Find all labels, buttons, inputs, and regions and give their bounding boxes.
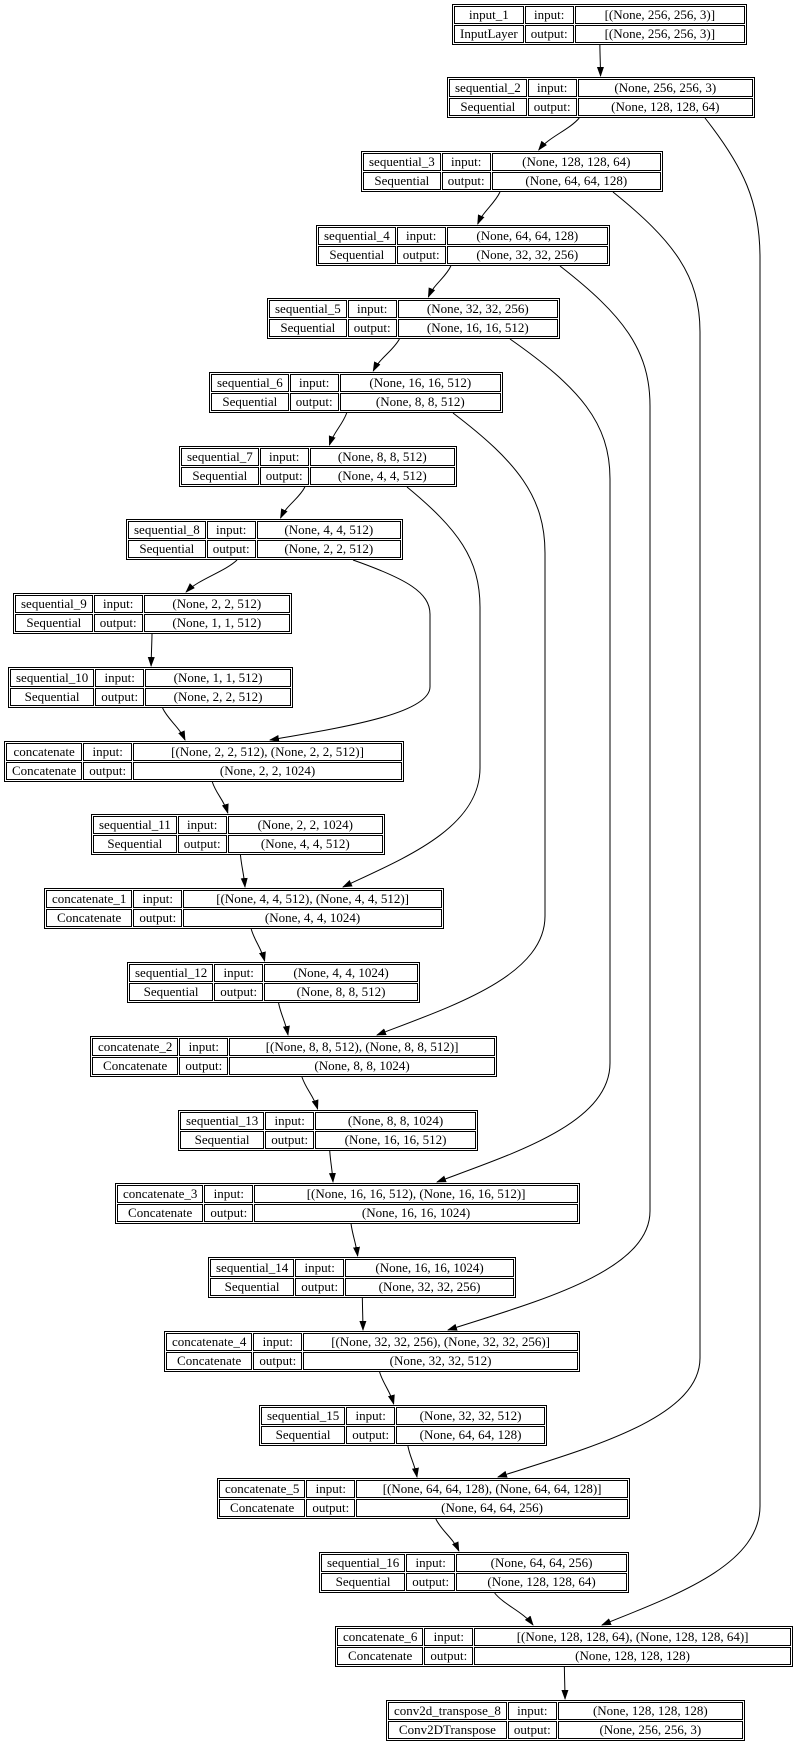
- node-concatenate_1: [44, 888, 444, 929]
- layer-record: [129, 964, 418, 1001]
- layer-name: concatenate_6: [337, 1628, 423, 1646]
- node-concatenate_6: [335, 1626, 793, 1667]
- output-shape: (None, 32, 32, 512): [303, 1352, 578, 1370]
- layer-record: [166, 1333, 578, 1370]
- layer-name: sequential_10: [10, 669, 94, 687]
- layer-name: sequential_13: [180, 1112, 264, 1130]
- edge-input_1-sequential_2: [600, 45, 601, 76]
- output-shape: (None, 128, 128, 64): [456, 1573, 627, 1591]
- layer-type: Sequential: [449, 98, 527, 116]
- output-shape: (None, 2, 2, 512): [257, 540, 401, 558]
- output-shape: (None, 16, 16, 512): [398, 319, 558, 337]
- output-label: output:: [348, 319, 397, 337]
- input-shape: (None, 2, 2, 512): [144, 595, 290, 613]
- output-shape: (None, 128, 128, 128): [474, 1647, 791, 1665]
- output-label: output:: [406, 1573, 455, 1591]
- edge-sequential_10-concatenate: [163, 708, 185, 740]
- input-label: input:: [204, 1185, 253, 1203]
- layer-type: Sequential: [321, 1573, 405, 1591]
- node-concatenate_3: [115, 1183, 580, 1224]
- layer-record: [388, 1702, 743, 1739]
- edge-sequential_13-concatenate_3: [330, 1151, 333, 1182]
- layer-record: [92, 1038, 495, 1075]
- layer-type: Sequential: [318, 246, 396, 264]
- input-shape: (None, 4, 4, 1024): [264, 964, 418, 982]
- input-label: input:: [406, 1554, 455, 1572]
- layer-name: sequential_11: [93, 816, 177, 834]
- node-sequential_6: [209, 372, 503, 413]
- output-label: output:: [133, 909, 182, 927]
- layer-record: [46, 890, 442, 927]
- edge-sequential_11-concatenate_1: [240, 855, 245, 887]
- input-shape: (None, 4, 4, 512): [257, 521, 401, 539]
- input-label: input:: [207, 521, 256, 539]
- input-label: input:: [253, 1333, 302, 1351]
- layer-record: [93, 816, 383, 853]
- layer-record: [454, 6, 745, 43]
- input-label: input:: [346, 1407, 395, 1425]
- layer-name: conv2d_transpose_8: [388, 1702, 507, 1720]
- input-label: input:: [528, 79, 577, 97]
- input-shape: [(None, 64, 64, 128), (None, 64, 64, 128)]: [356, 1480, 628, 1498]
- edge-concatenate_1-sequential_12: [251, 929, 264, 961]
- layer-type: Conv2DTranspose: [388, 1721, 507, 1739]
- output-shape: (None, 1, 1, 512): [144, 614, 290, 632]
- edge-sequential_3-sequential_4: [478, 192, 500, 224]
- edge-sequential_8-concatenate: [270, 560, 430, 740]
- layer-record: [269, 300, 558, 337]
- node-sequential_9: [13, 593, 292, 634]
- edge-sequential_15-concatenate_5: [408, 1446, 417, 1477]
- output-label: output:: [179, 1057, 228, 1075]
- layer-record: [210, 1259, 514, 1296]
- output-shape: (None, 8, 8, 1024): [229, 1057, 495, 1075]
- input-shape: (None, 8, 8, 512): [310, 448, 455, 466]
- layer-type: Concatenate: [219, 1499, 305, 1517]
- node-sequential_13: [178, 1110, 478, 1151]
- layer-type: Sequential: [261, 1426, 345, 1444]
- layer-type: Sequential: [93, 835, 177, 853]
- layer-record: [211, 374, 501, 411]
- edge-sequential_9-sequential_10: [151, 634, 152, 666]
- input-label: input:: [260, 448, 309, 466]
- node-concatenate: [4, 741, 404, 782]
- node-concatenate_4: [164, 1331, 580, 1372]
- input-label: input:: [179, 1038, 228, 1056]
- output-shape: (None, 16, 16, 1024): [254, 1204, 578, 1222]
- input-label: input:: [442, 153, 491, 171]
- layer-name: sequential_16: [321, 1554, 405, 1572]
- output-label: output:: [94, 614, 143, 632]
- input-shape: [(None, 8, 8, 512), (None, 8, 8, 512)]: [229, 1038, 495, 1056]
- layer-name: concatenate_4: [166, 1333, 252, 1351]
- output-label: output:: [290, 393, 339, 411]
- input-label: input:: [508, 1702, 557, 1720]
- output-shape: [(None, 256, 256, 3)]: [575, 25, 745, 43]
- input-label: input:: [133, 890, 182, 908]
- layer-type: Sequential: [211, 393, 289, 411]
- layer-record: [363, 153, 661, 190]
- input-shape: (None, 8, 8, 1024): [315, 1112, 476, 1130]
- input-shape: (None, 128, 128, 128): [558, 1702, 743, 1720]
- input-label: input:: [424, 1628, 473, 1646]
- edge-sequential_12-concatenate_2: [279, 1003, 288, 1035]
- input-shape: [(None, 16, 16, 512), (None, 16, 16, 512)]: [254, 1185, 578, 1203]
- input-shape: (None, 256, 256, 3): [578, 79, 753, 97]
- output-label: output:: [508, 1721, 557, 1739]
- output-shape: (None, 8, 8, 512): [264, 983, 418, 1001]
- edge-concatenate-sequential_11: [212, 782, 227, 813]
- output-shape: (None, 64, 64, 128): [492, 172, 661, 190]
- output-label: output:: [95, 688, 144, 706]
- input-shape: (None, 16, 16, 1024): [345, 1259, 514, 1277]
- output-label: output:: [528, 98, 577, 116]
- layer-type: Concatenate: [6, 762, 82, 780]
- layer-name: sequential_7: [181, 448, 259, 466]
- output-shape: (None, 2, 2, 1024): [133, 762, 402, 780]
- output-shape: (None, 64, 64, 256): [356, 1499, 628, 1517]
- output-label: output:: [424, 1647, 473, 1665]
- output-label: output:: [253, 1352, 302, 1370]
- input-shape: (None, 64, 64, 128): [447, 227, 608, 245]
- layer-type: Concatenate: [337, 1647, 423, 1665]
- layer-record: [219, 1480, 628, 1517]
- layer-record: [180, 1112, 476, 1149]
- layer-name: sequential_15: [261, 1407, 345, 1425]
- layer-type: Sequential: [180, 1131, 264, 1149]
- edge-sequential_16-concatenate_6: [495, 1593, 533, 1625]
- layer-type: Sequential: [128, 540, 206, 558]
- output-label: output:: [442, 172, 491, 190]
- layer-record: [15, 595, 290, 632]
- edge-sequential_4-sequential_5: [428, 266, 451, 297]
- node-sequential_14: [208, 1257, 516, 1298]
- output-shape: (None, 4, 4, 512): [228, 835, 383, 853]
- layer-name: concatenate: [6, 743, 82, 761]
- layer-record: [261, 1407, 545, 1444]
- layer-record: [128, 521, 401, 558]
- input-label: input:: [178, 816, 227, 834]
- layer-name: sequential_5: [269, 300, 347, 318]
- layer-name: concatenate_3: [117, 1185, 203, 1203]
- input-shape: [(None, 256, 256, 3)]: [575, 6, 745, 24]
- layer-name: sequential_2: [449, 79, 527, 97]
- input-label: input:: [397, 227, 446, 245]
- layer-type: Sequential: [269, 319, 347, 337]
- edge-sequential_5-sequential_6: [373, 339, 399, 371]
- layer-record: [117, 1185, 578, 1222]
- output-label: output:: [207, 540, 256, 558]
- node-input_1: [452, 4, 747, 45]
- node-sequential_10: [8, 667, 293, 708]
- layer-name: sequential_8: [128, 521, 206, 539]
- output-label: output:: [83, 762, 132, 780]
- input-shape: [(None, 2, 2, 512), (None, 2, 2, 512)]: [133, 743, 402, 761]
- output-shape: (None, 256, 256, 3): [558, 1721, 743, 1739]
- input-label: input:: [290, 374, 339, 392]
- output-shape: (None, 16, 16, 512): [315, 1131, 476, 1149]
- input-label: input:: [83, 743, 132, 761]
- layer-name: sequential_4: [318, 227, 396, 245]
- layer-name: sequential_6: [211, 374, 289, 392]
- output-shape: (None, 32, 32, 256): [447, 246, 608, 264]
- layer-type: Concatenate: [46, 909, 132, 927]
- input-shape: (None, 64, 64, 256): [456, 1554, 627, 1572]
- layer-record: [337, 1628, 791, 1665]
- input-label: input:: [348, 300, 397, 318]
- output-shape: (None, 64, 64, 128): [396, 1426, 545, 1444]
- edge-concatenate_5-sequential_16: [436, 1519, 459, 1551]
- layer-type: Sequential: [129, 983, 213, 1001]
- edge-sequential_2-concatenate_6: [602, 118, 760, 1625]
- output-label: output:: [214, 983, 263, 1001]
- output-shape: (None, 32, 32, 256): [345, 1278, 514, 1296]
- layer-record: [321, 1554, 627, 1591]
- edge-concatenate_4-sequential_15: [380, 1372, 394, 1404]
- input-label: input:: [94, 595, 143, 613]
- output-shape: (None, 2, 2, 512): [145, 688, 291, 706]
- layer-name: input_1: [454, 6, 524, 24]
- input-shape: (None, 32, 32, 256): [398, 300, 558, 318]
- output-shape: (None, 4, 4, 512): [310, 467, 455, 485]
- layer-type: Sequential: [210, 1278, 294, 1296]
- layer-name: sequential_12: [129, 964, 213, 982]
- node-sequential_3: [361, 151, 663, 192]
- layer-type: Sequential: [181, 467, 259, 485]
- layer-record: [449, 79, 753, 116]
- layer-name: concatenate_1: [46, 890, 132, 908]
- layer-name: concatenate_5: [219, 1480, 305, 1498]
- edge-sequential_3-concatenate_5: [498, 192, 700, 1477]
- output-shape: (None, 128, 128, 64): [578, 98, 753, 116]
- layer-type: Concatenate: [117, 1204, 203, 1222]
- edge-sequential_7-sequential_8: [281, 487, 305, 518]
- output-label: output:: [295, 1278, 344, 1296]
- layer-type: InputLayer: [454, 25, 524, 43]
- edge-sequential_14-concatenate_4: [362, 1298, 363, 1330]
- layer-record: [10, 669, 291, 706]
- node-sequential_7: [179, 446, 457, 487]
- layer-type: Sequential: [363, 172, 441, 190]
- layer-type: Concatenate: [92, 1057, 178, 1075]
- layer-record: [6, 743, 402, 780]
- edge-sequential_6-sequential_7: [329, 413, 346, 445]
- input-label: input:: [95, 669, 144, 687]
- layer-type: Concatenate: [166, 1352, 252, 1370]
- edge-concatenate_3-sequential_14: [351, 1224, 358, 1256]
- edge-concatenate_2-sequential_13: [302, 1077, 318, 1109]
- node-sequential_2: [447, 77, 755, 118]
- edge-sequential_4-concatenate_4: [448, 266, 650, 1330]
- node-sequential_5: [267, 298, 560, 339]
- layer-name: concatenate_2: [92, 1038, 178, 1056]
- node-sequential_12: [127, 962, 420, 1003]
- edge-concatenate_6-conv2d_transpose_8: [564, 1667, 565, 1699]
- layer-type: Sequential: [15, 614, 93, 632]
- output-shape: (None, 4, 4, 1024): [183, 909, 442, 927]
- edge-sequential_2-sequential_3: [539, 118, 579, 150]
- output-label: output:: [265, 1131, 314, 1149]
- edge-sequential_8-sequential_9: [186, 560, 237, 592]
- input-label: input:: [525, 6, 574, 24]
- input-shape: (None, 2, 2, 1024): [228, 816, 383, 834]
- input-shape: [(None, 4, 4, 512), (None, 4, 4, 512)]: [183, 890, 442, 908]
- output-label: output:: [397, 246, 446, 264]
- output-label: output:: [525, 25, 574, 43]
- layer-name: sequential_3: [363, 153, 441, 171]
- layer-record: [181, 448, 455, 485]
- input-shape: (None, 32, 32, 512): [396, 1407, 545, 1425]
- layer-type: Sequential: [10, 688, 94, 706]
- node-sequential_15: [259, 1405, 547, 1446]
- edge-sequential_6-concatenate_2: [377, 413, 545, 1035]
- output-shape: (None, 8, 8, 512): [340, 393, 501, 411]
- node-concatenate_5: [217, 1478, 630, 1519]
- node-sequential_4: [316, 225, 610, 266]
- input-shape: (None, 128, 128, 64): [492, 153, 661, 171]
- node-sequential_11: [91, 814, 385, 855]
- output-label: output:: [260, 467, 309, 485]
- node-sequential_8: [126, 519, 403, 560]
- layer-record: [318, 227, 608, 264]
- input-shape: (None, 16, 16, 512): [340, 374, 501, 392]
- input-label: input:: [265, 1112, 314, 1130]
- node-concatenate_2: [90, 1036, 497, 1077]
- input-shape: [(None, 128, 128, 64), (None, 128, 128, 64)]: [474, 1628, 791, 1646]
- node-conv2d_transpose_8: [386, 1700, 745, 1741]
- input-label: input:: [295, 1259, 344, 1277]
- input-label: input:: [214, 964, 263, 982]
- input-shape: [(None, 32, 32, 256), (None, 32, 32, 256)]: [303, 1333, 578, 1351]
- output-label: output:: [204, 1204, 253, 1222]
- layer-name: sequential_14: [210, 1259, 294, 1277]
- output-label: output:: [178, 835, 227, 853]
- output-label: output:: [306, 1499, 355, 1517]
- layer-name: sequential_9: [15, 595, 93, 613]
- input-label: input:: [306, 1480, 355, 1498]
- output-label: output:: [346, 1426, 395, 1444]
- input-shape: (None, 1, 1, 512): [145, 669, 291, 687]
- node-sequential_16: [319, 1552, 629, 1593]
